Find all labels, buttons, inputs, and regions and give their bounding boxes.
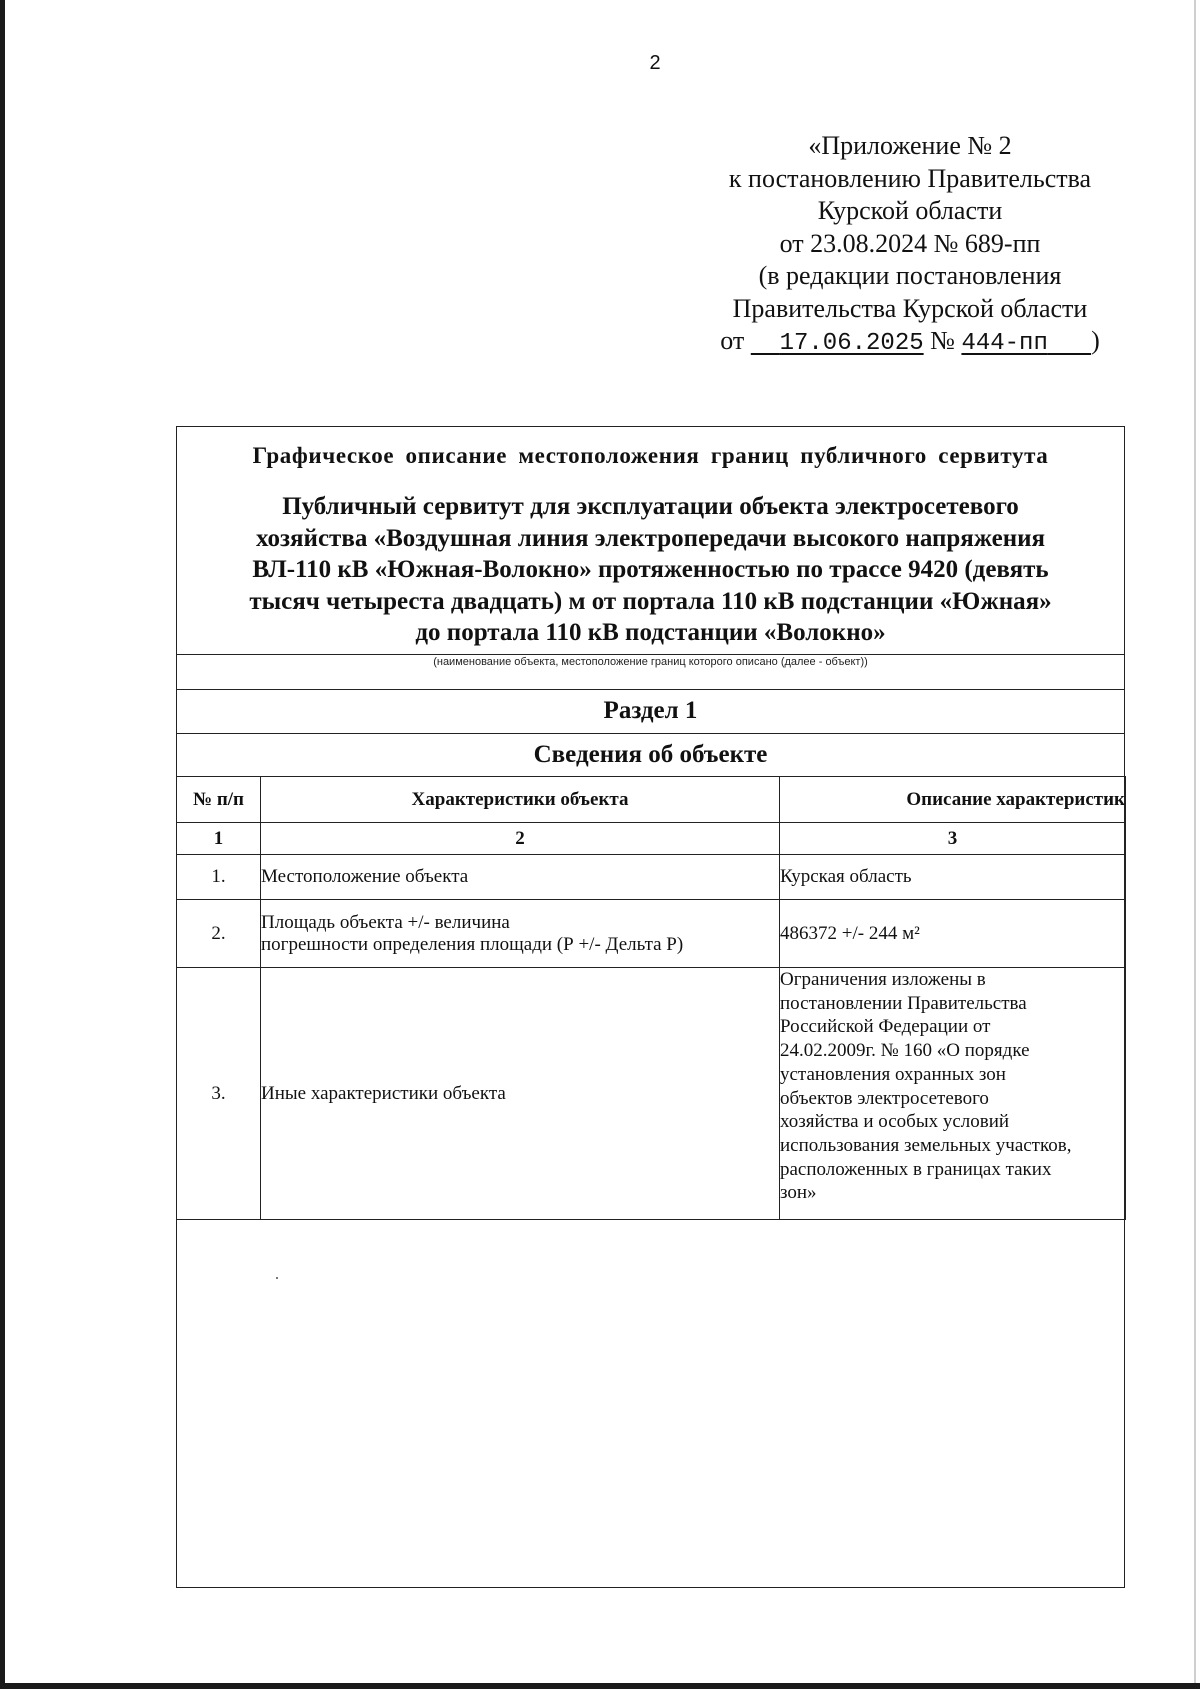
appendix-line: к постановлению Правительства [728, 163, 1092, 193]
header-description: Описание характеристик [780, 777, 1126, 823]
table-header-row [177, 777, 1126, 823]
column-number: 2 [261, 823, 780, 855]
scan-edge-left [0, 0, 5, 1689]
scan-edge-bottom [0, 1683, 1200, 1689]
appendix-line: Правительства Курской области [732, 293, 1088, 323]
row-characteristic: Местоположение объекта [261, 855, 780, 900]
scan-speck [276, 1277, 278, 1279]
row-characteristic: Иные характеристики объекта [261, 968, 780, 1220]
amendment-number-sign: № [930, 326, 955, 355]
subtitle-line: тысяч четыреста двадцать) м от портала 110 кВ подстанции «Южная» [249, 587, 1052, 615]
row-number: 2. [177, 900, 261, 968]
appendix-line: «Приложение № 2 [808, 131, 1012, 160]
row-number: 3. [177, 968, 261, 1220]
section-title: Раздел 1 [603, 697, 698, 724]
servitude-subtitle [190, 491, 1111, 649]
column-number: 3 [780, 823, 1126, 855]
header-characteristic: Характеристики объекта [261, 777, 780, 823]
row-description: Курская область [780, 855, 1126, 900]
table-row [177, 855, 1126, 900]
table-title: Сведения об объекте [533, 741, 768, 768]
divider [176, 733, 1125, 734]
header-number: № п/п [177, 777, 261, 823]
divider [176, 654, 1125, 655]
object-caption: (наименование объекта, местоположение границ которого описано (далее - объект)) [433, 656, 868, 668]
row-description: 486372 +/- 244 м² [780, 900, 1126, 968]
subtitle-line: до портала 110 кВ подстанции «Волокно» [415, 619, 886, 646]
amendment-prefix: от [720, 326, 745, 355]
amendment-suffix: ) [1091, 326, 1100, 355]
subtitle-line: ВЛ-110 кВ «Южная-Волокно» протяженностью по трассе 9420 (девять [252, 556, 1049, 583]
page-number: 2 [649, 52, 661, 74]
row-number: 1. [177, 855, 261, 900]
subtitle-line: хозяйства «Воздушная линия электропередачи высокого напряжения [255, 524, 1046, 552]
appendix-line: от 23.08.2024 № 689-пп [779, 228, 1041, 258]
amendment-line [690, 325, 1130, 361]
scan-edge-right [1194, 0, 1196, 1689]
column-number-row [177, 823, 1126, 855]
row-characteristic: Площадь объекта +/- величина погрешности определения площади (Р +/- Дельта Р) [261, 900, 780, 968]
column-number: 1 [177, 823, 261, 855]
appendix-header [690, 130, 1130, 361]
divider [176, 689, 1125, 690]
document-title: Графическое описание местоположения границ публичного сервитута [252, 443, 1049, 468]
appendix-line: Курской области [817, 196, 1003, 225]
appendix-line: (в редакции постановления [758, 261, 1062, 290]
table-row [177, 900, 1126, 968]
amendment-number: 444-пп [961, 330, 1048, 357]
amendment-date: 17.06.2025 [779, 330, 924, 357]
object-info-table [176, 776, 1126, 1220]
row-description: Ограничения изложены в постановлении Правительства Российской Федерации от 24.02.2009г. № 160 «О порядке установления охранных зон объектов электросетевого хозяйства и особых условий использования земельных участков, расположенных в границах таких зон» [780, 968, 1126, 1220]
subtitle-line: Публичный сервитут для эксплуатации объекта электросетевого [282, 493, 1019, 520]
table-row [177, 968, 1126, 1220]
